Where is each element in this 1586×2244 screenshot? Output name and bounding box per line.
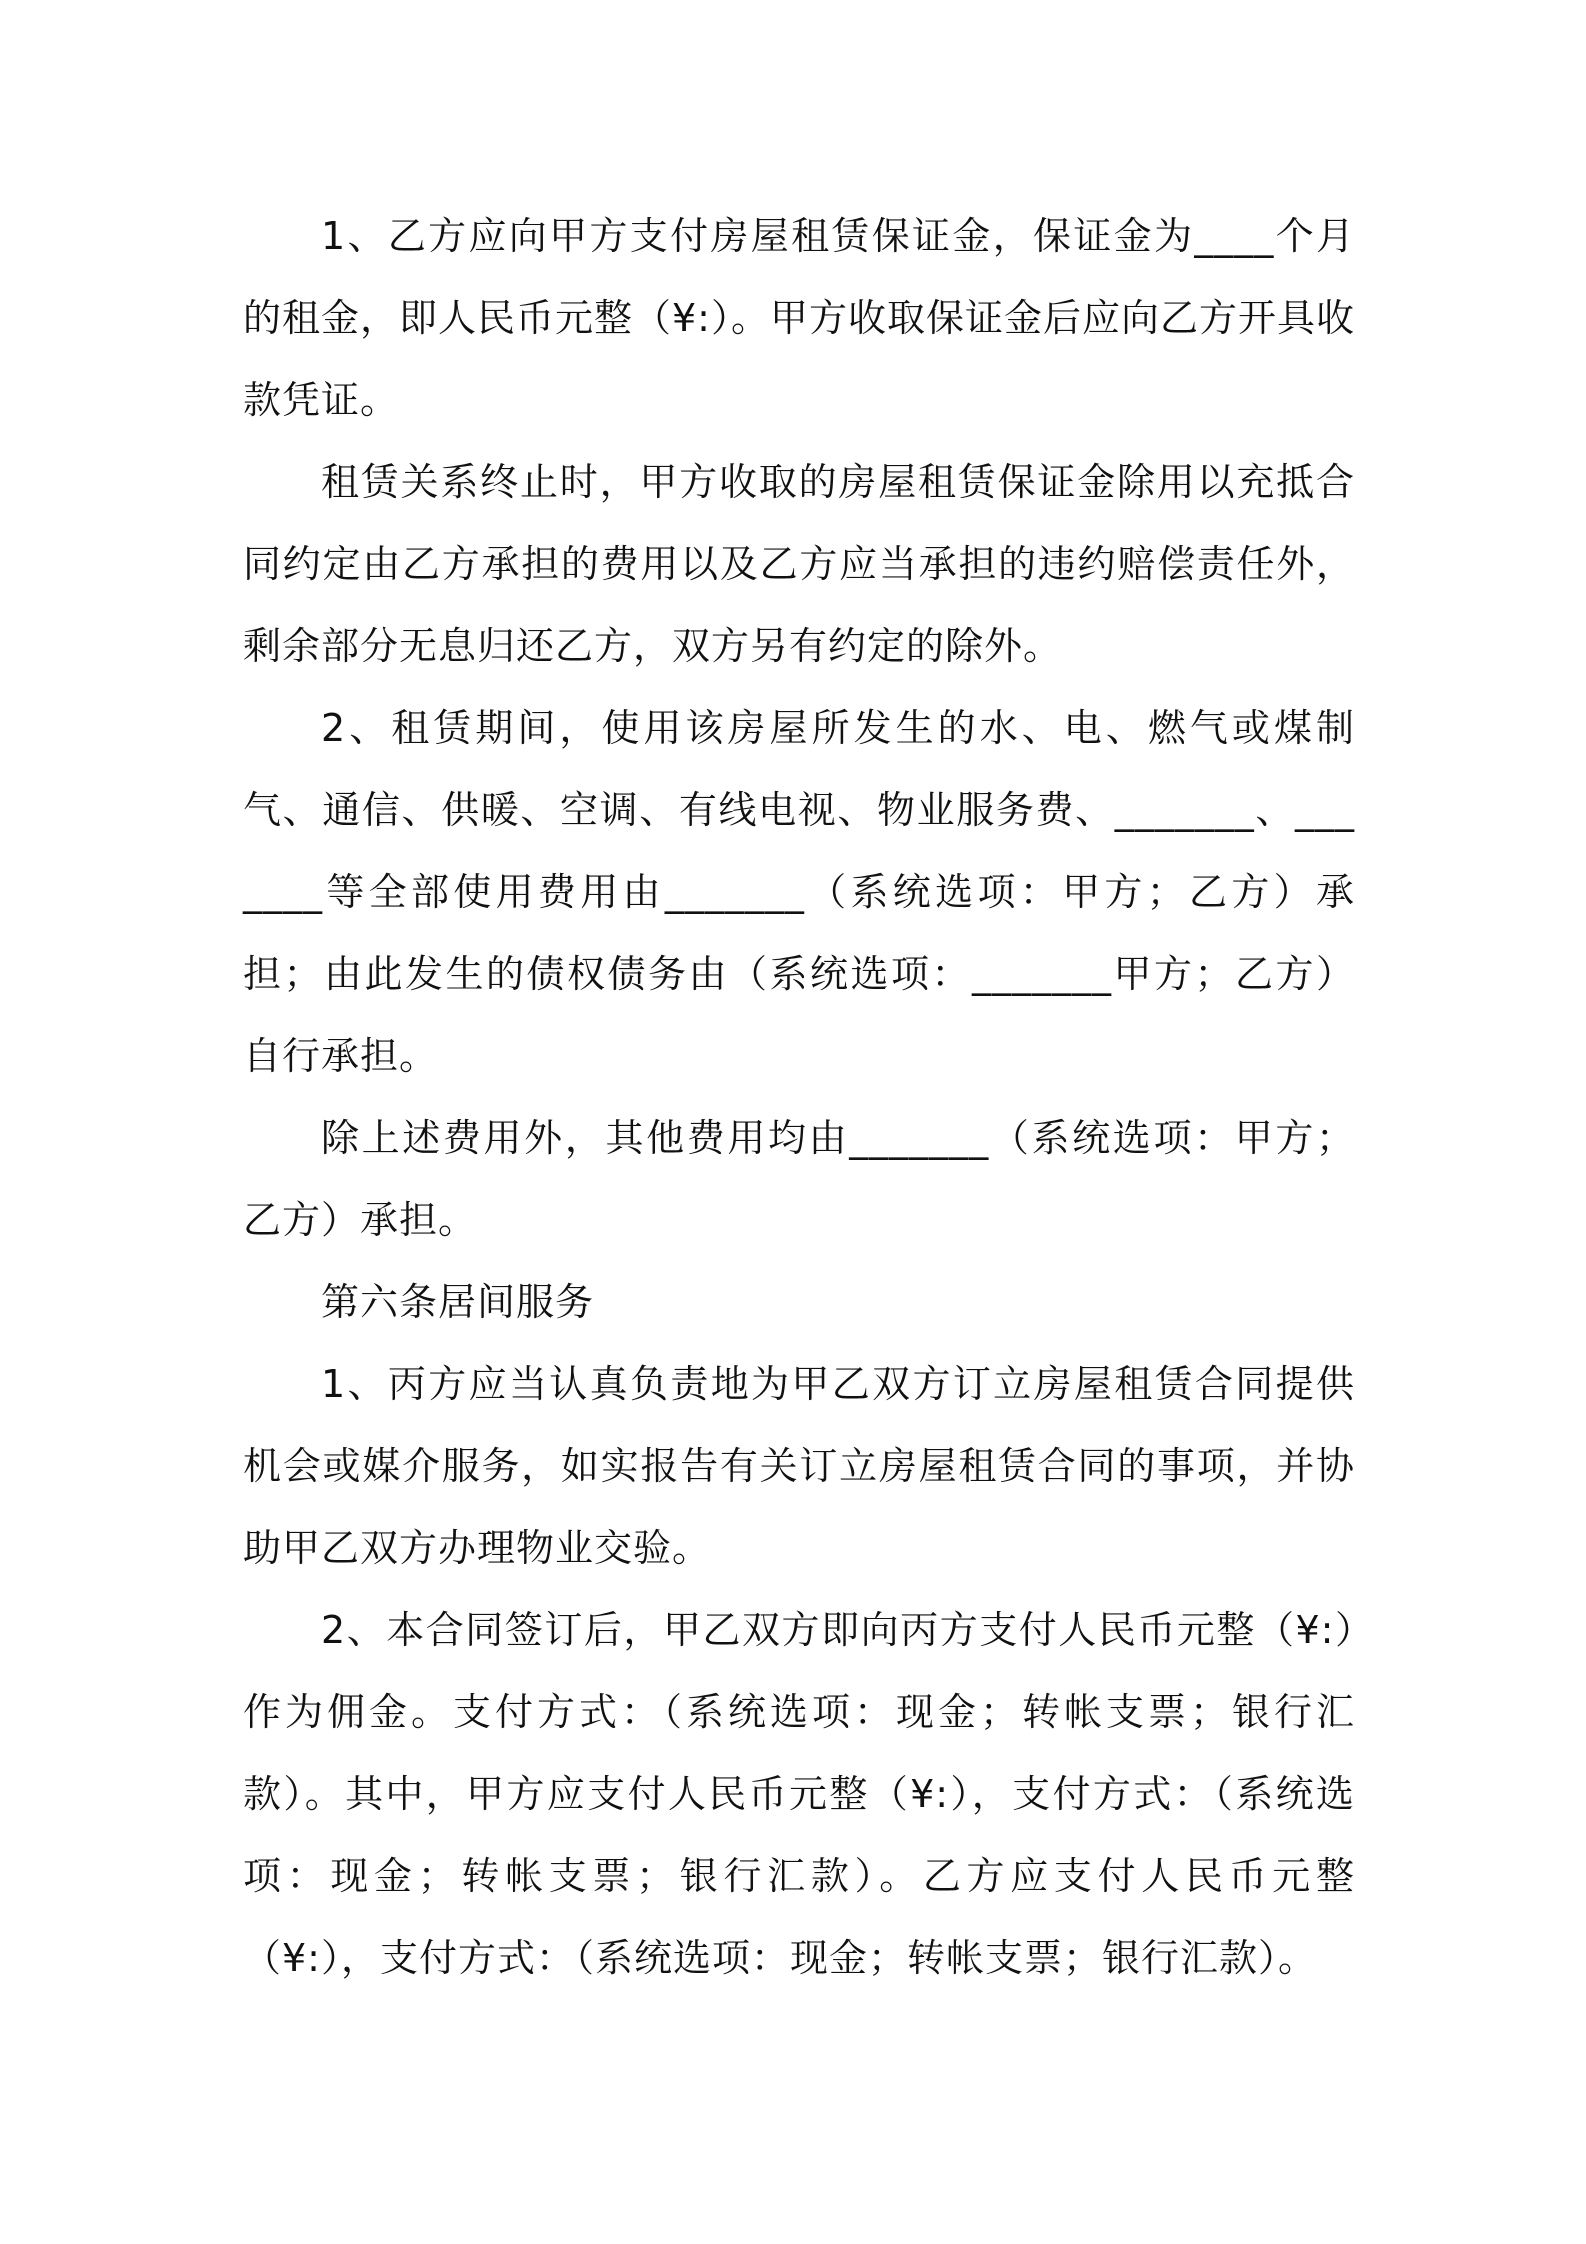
paragraph-commission-payment: 2、本合同签订后，甲乙双方即向丙方支付人民币元整（¥:）作为佣金。支付方式：（系统选项：现金；转帐支票；银行汇款）。其中，甲方应支付人民币元整（¥:），支付方式：（系统选项：现金；转帐支票；银行汇款）。乙方应支付人民币元整（¥:），支付方式：（系统选项：现金；转帐支票；银行汇款）。 (243, 1608, 1355, 1980)
paragraph-deposit: 1、乙方应向甲方支付房屋租赁保证金，保证金为____个月的租金，即人民币元整（¥:）。甲方收取保证金后应向乙方开具收款凭证。 (243, 214, 1355, 422)
section-heading-brokerage: 第六条居间服务 (321, 1280, 595, 1324)
paragraph-usage-fees: 2、租赁期间，使用该房屋所发生的水、电、燃气或煤制气、通信、供暖、空调、有线电视、物业服务费、_______、_______等全部使用费用由_______（系统选项：甲方；乙方）承担；由此发生的债权债务由（系统选项：_______甲方；乙方）自行承担。 (243, 706, 1355, 1078)
paragraph-other-fees: 除上述费用外，其他费用均由_______（系统选项：甲方；乙方）承担。 (243, 1116, 1355, 1242)
paragraph-brokerage-service: 1、丙方应当认真负责地为甲乙双方订立房屋租赁合同提供机会或媒介服务，如实报告有关订立房屋租赁合同的事项，并协助甲乙双方办理物业交验。 (243, 1362, 1355, 1570)
document-body (243, 195, 1355, 1999)
paragraph-deposit-return: 租赁关系终止时，甲方收取的房屋租赁保证金除用以充抵合同约定由乙方承担的费用以及乙方应当承担的违约赔偿责任外，剩余部分无息归还乙方，双方另有约定的除外。 (243, 460, 1355, 668)
